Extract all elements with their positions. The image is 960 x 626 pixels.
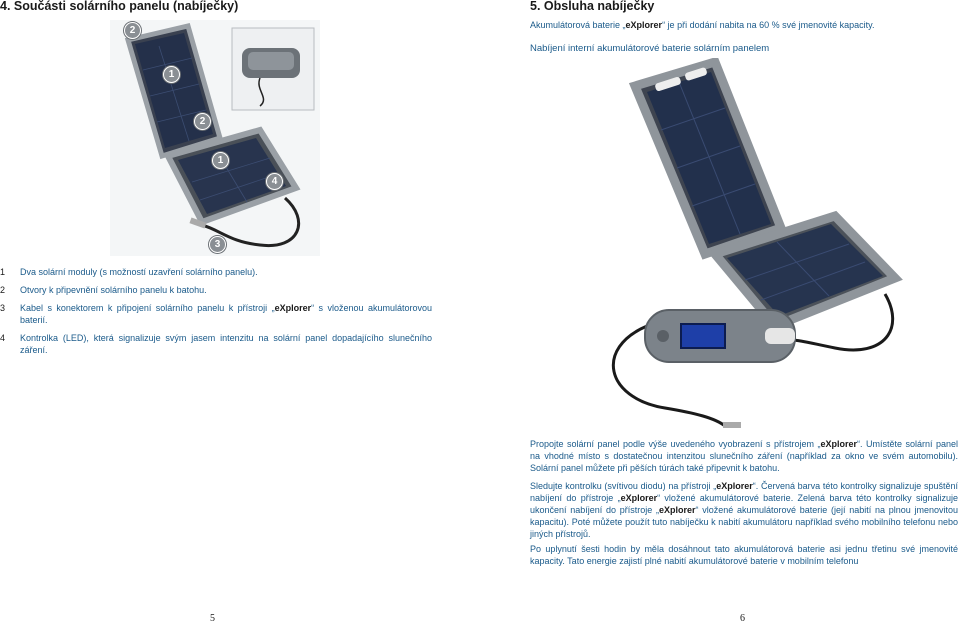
list-item: 2 Otvory k připevnění solárního panelu k batohu. — [0, 285, 207, 295]
callout-badge-2: 2 — [124, 22, 141, 39]
solar-panel-photo — [110, 20, 320, 256]
paragraph-duration: Po uplynutí šesti hodin by měla dosáhnout tato akumulátorová baterie asi jednu třetinu své jmenovité kapacity. Tato energie zajistí plné nabití akumulátorové baterie v mobilním telefonu — [530, 544, 958, 566]
list-item: 1 Dva solární moduly (s možností uzavření solárního panelu). — [0, 267, 258, 277]
right-heading: 5. Obsluha nabíječky — [530, 0, 655, 13]
right-page — [500, 0, 960, 626]
list-item: 4 Kontrolka (LED), která signalizuje svým jasem intenzitu na solární panel dopadajícího slunečního záření. — [0, 333, 432, 355]
callout-badge-2b: 2 — [194, 113, 211, 130]
charger-photo — [585, 58, 905, 440]
left-page — [0, 0, 470, 626]
callout-badge-1: 1 — [163, 66, 180, 83]
callout-badge-4: 4 — [266, 173, 283, 190]
component-list — [0, 266, 432, 362]
callout-badge-1b: 1 — [212, 152, 229, 169]
left-heading: 4. Součásti solárního panelu (nabíječky) — [0, 0, 239, 13]
paragraph-connect: Propojte solární panel podle výše uvedeného vyobrazení s přístrojem „eXplorer“. Umístěte solární panel na vhodné místo s dostatečnou intenzitou slunečního záření (například za okno ve svém automobilu). Solární panel můžete při pěších túrách také připevnit k batohu. — [530, 439, 958, 473]
paragraph-led: Sledujte kontrolku (svítivou diodu) na přístroji „eXplorer“. Červená barva této kontrolky signalizuje spuštění nabíjení do přístroje „eXplorer“ vložené akumulátorové baterie. Zelená barva této kontrolky signalizuje ukončení nabíjení do přístroje „eXplorer“ vložené akumulátorové baterie (její nabití na plnou jmenovitou kapacitu). Poté můžete použít tuto nabíječku k nabití akumulátoru například svého mobilního telefonu nebo jiných přístrojů. — [530, 481, 958, 539]
list-item: 3 Kabel s konektorem k připojení solárního panelu k přístroji „eXplorer“ s vloženou akumulátorovou baterií. — [0, 303, 432, 325]
page-number: 6 — [740, 613, 745, 624]
page-number: 5 — [210, 613, 215, 624]
section-subheading: Nabíjení interní akumulátorové baterie solárním panelem — [530, 43, 770, 54]
callout-badge-3: 3 — [209, 236, 226, 253]
battery-note: Akumulátorová baterie „eXplorer“ je při dodání nabita na 60 % své jmenovité kapacity. — [530, 20, 875, 30]
